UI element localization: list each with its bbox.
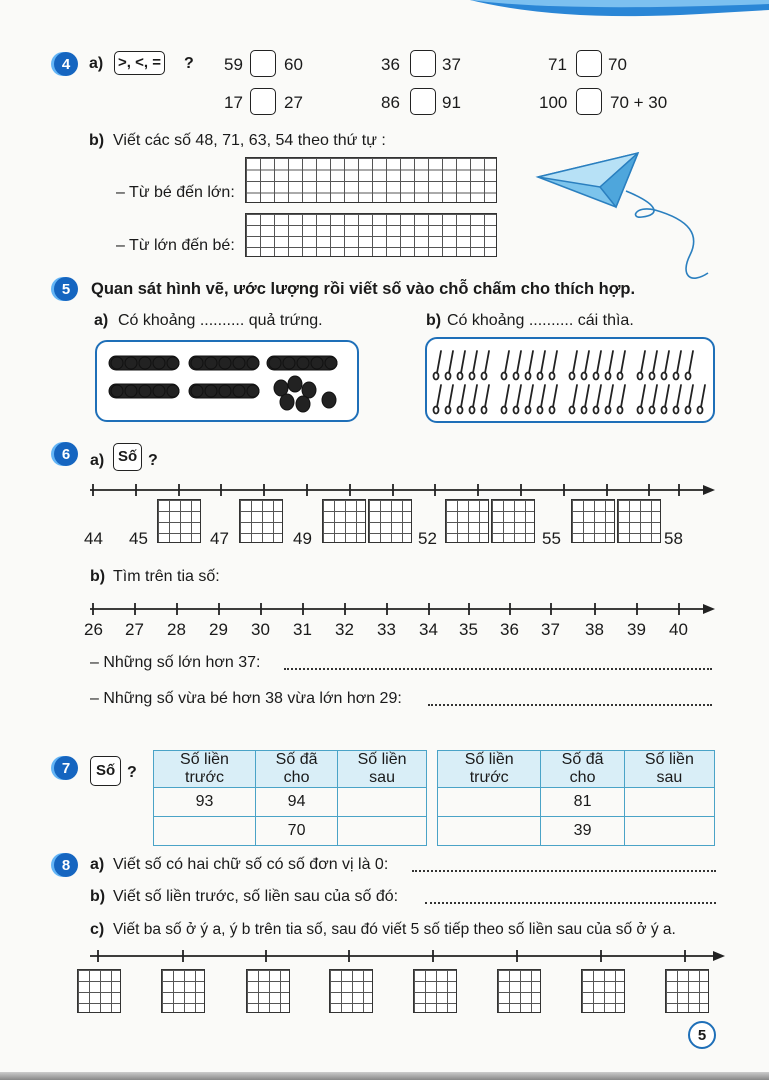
exercise-8-badge: 8: [54, 853, 78, 877]
t1-cell-input[interactable]: [154, 817, 256, 846]
exercise-4-badge: 4: [54, 52, 78, 76]
ex6-question-mark: ?: [148, 452, 158, 469]
nl3-answer-grid-1[interactable]: [77, 969, 121, 1013]
ex5-b-label: b): [426, 312, 442, 329]
t2-cell-input[interactable]: [624, 817, 714, 846]
nl1-answer-grid-6[interactable]: [491, 499, 535, 543]
t1-cell: 93: [154, 788, 256, 817]
cmp-left-1: 59: [224, 55, 243, 74]
nl3-answer-grid-3[interactable]: [246, 969, 290, 1013]
ex4-sign-box: >, <, =: [114, 51, 165, 75]
nl2-label-36: 36: [500, 620, 519, 639]
exercise-6-badge: 6: [54, 442, 78, 466]
ex4-b-label: b): [89, 132, 105, 149]
cmp-right-1: 60: [284, 55, 303, 74]
paper-plane-icon: [530, 145, 720, 290]
nl1-answer-grid-1[interactable]: [157, 499, 201, 543]
ex5-b-text: Có khoảng .......... cái thìa.: [447, 312, 634, 329]
ex7-table-1: [153, 750, 427, 846]
ex4-asc-answer-grid[interactable]: [245, 157, 497, 203]
eggs-picture-box: [95, 340, 359, 422]
nl1-answer-grid-5[interactable]: [445, 499, 489, 543]
nl1-answer-grid-7[interactable]: [571, 499, 615, 543]
nl3-answer-grid-7[interactable]: [581, 969, 625, 1013]
ex6-q2-answer-line[interactable]: [428, 704, 712, 706]
t2-cell: 39: [541, 817, 624, 846]
ex4-asc-label: – Từ bé đến lớn:: [116, 184, 235, 201]
cmp-left-3: 71: [548, 55, 567, 74]
ex6-q1-answer-line[interactable]: [284, 668, 712, 670]
exercise-5-badge: 5: [54, 277, 78, 301]
t2-header-given: Số đã cho: [541, 751, 624, 788]
t1-header-next: Số liền sau: [338, 751, 427, 788]
t2-cell-input[interactable]: [438, 788, 541, 817]
compare-box-2[interactable]: [410, 50, 436, 77]
ex6-b-text: Tìm trên tia số:: [113, 568, 220, 585]
page-number-badge: [688, 1021, 716, 1049]
top-wave-decoration: [0, 0, 769, 30]
ex4-b-instruction: Viết các số 48, 71, 63, 54 theo thứ tự :: [113, 132, 386, 149]
number-line-1: [85, 480, 720, 500]
spoons-icon: [427, 339, 713, 421]
ex8-c-text: Viết ba số ở ý a, ý b trên tia số, sau đó viết 5 số tiếp theo số liền sau của số ở ý a.: [113, 921, 676, 938]
t2-header-prev: Số liền trước: [438, 751, 541, 788]
ex8-b-text: Viết số liền trước, số liền sau của số đó:: [113, 888, 399, 905]
nl3-answer-grid-4[interactable]: [329, 969, 373, 1013]
nl3-answer-grid-2[interactable]: [161, 969, 205, 1013]
egg-cartons-icon: [97, 342, 357, 420]
nl1-answer-grid-4[interactable]: [368, 499, 412, 543]
ex8-a-answer-line[interactable]: [412, 870, 716, 872]
nl2-label-30: 30: [251, 620, 270, 639]
t2-cell: 81: [541, 788, 624, 817]
cmp-right-2: 37: [442, 55, 461, 74]
ex7-so-box: Số: [90, 756, 121, 786]
ex5-a-label: a): [94, 312, 109, 329]
cmp-left-6: 100: [539, 93, 568, 112]
t2-cell-input[interactable]: [438, 817, 541, 846]
nl1-label-49: 49: [293, 529, 312, 548]
nl2-label-40: 40: [669, 620, 688, 639]
nl3-answer-grid-8[interactable]: [665, 969, 709, 1013]
cmp-left-5: 86: [381, 93, 400, 112]
nl2-label-35: 35: [459, 620, 478, 639]
nl2-label-37: 37: [541, 620, 560, 639]
t1-cell: 94: [256, 788, 338, 817]
ex6-b-label: b): [90, 568, 106, 585]
ex8-b-label: b): [90, 888, 106, 905]
nl2-label-33: 33: [377, 620, 396, 639]
ex4-desc-answer-grid[interactable]: [245, 213, 497, 257]
nl1-answer-grid-3[interactable]: [322, 499, 366, 543]
compare-box-4[interactable]: [250, 88, 276, 115]
ex7-question-mark: ?: [127, 764, 137, 781]
ex4-question-mark: ?: [184, 55, 194, 72]
ex6-q2-label: – Những số vừa bé hơn 38 vừa lớn hơn 29:: [90, 690, 402, 707]
nl1-answer-grid-2[interactable]: [239, 499, 283, 543]
nl2-label-38: 38: [585, 620, 604, 639]
nl3-answer-grid-6[interactable]: [497, 969, 541, 1013]
nl3-answer-grid-5[interactable]: [413, 969, 457, 1013]
nl2-label-34: 34: [419, 620, 438, 639]
nl1-label-58: 58: [664, 529, 683, 548]
t1-cell: 70: [256, 817, 338, 846]
nl1-label-52: 52: [418, 529, 437, 548]
cmp-right-6: 70 + 30: [610, 93, 668, 112]
nl1-label-44: 44: [84, 529, 103, 548]
cmp-right-3: 70: [608, 55, 627, 74]
ex5-title: Quan sát hình vẽ, ước lượng rồi viết số vào chỗ chấm cho thích hợp.: [91, 280, 636, 298]
ex6-so-box: Số: [113, 443, 142, 471]
ex4-a-label: a): [89, 55, 104, 72]
ex8-c-label: c): [90, 921, 105, 938]
cmp-left-4: 17: [224, 93, 243, 112]
compare-box-6[interactable]: [576, 88, 602, 115]
ex6-a-label: a): [90, 452, 105, 469]
ex8-b-answer-line[interactable]: [425, 902, 716, 904]
number-line-2: [85, 599, 720, 619]
compare-box-5[interactable]: [410, 88, 436, 115]
exercise-7-badge: 7: [54, 756, 78, 780]
nl2-label-27: 27: [125, 620, 144, 639]
compare-box-3[interactable]: [576, 50, 602, 77]
compare-box-1[interactable]: [250, 50, 276, 77]
page-number: 5: [697, 1026, 707, 1044]
spoons-picture-box: [425, 337, 715, 423]
nl2-label-29: 29: [209, 620, 228, 639]
nl1-answer-grid-8[interactable]: [617, 499, 661, 543]
ex7-table-2: [437, 750, 715, 846]
bottom-edge-shadow: [0, 1072, 769, 1080]
ex8-a-label: a): [90, 856, 105, 873]
cmp-right-4: 27: [284, 93, 303, 112]
nl2-label-31: 31: [293, 620, 312, 639]
ex6-q1-label: – Những số lớn hơn 37:: [90, 654, 261, 671]
t2-header-next: Số liền sau: [624, 751, 714, 788]
nl2-label-28: 28: [167, 620, 186, 639]
t1-cell-input[interactable]: [338, 788, 427, 817]
ex8-a-text: Viết số có hai chữ số có số đơn vị là 0:: [113, 856, 389, 873]
t1-header-given: Số đã cho: [256, 751, 338, 788]
number-line-3: [85, 946, 730, 966]
nl2-label-39: 39: [627, 620, 646, 639]
cmp-left-2: 36: [381, 55, 400, 74]
nl2-label-32: 32: [335, 620, 354, 639]
nl2-label-26: 26: [84, 620, 103, 639]
t2-cell-input[interactable]: [624, 788, 714, 817]
cmp-right-5: 91: [442, 93, 461, 112]
nl1-label-47: 47: [210, 529, 229, 548]
ex5-a-text: Có khoảng .......... quả trứng.: [118, 312, 323, 329]
t1-header-prev: Số liền trước: [154, 751, 256, 788]
nl1-label-45: 45: [129, 529, 148, 548]
ex4-desc-label: – Từ lớn đến bé:: [116, 237, 235, 254]
nl1-label-55: 55: [542, 529, 561, 548]
t1-cell-input[interactable]: [338, 817, 427, 846]
